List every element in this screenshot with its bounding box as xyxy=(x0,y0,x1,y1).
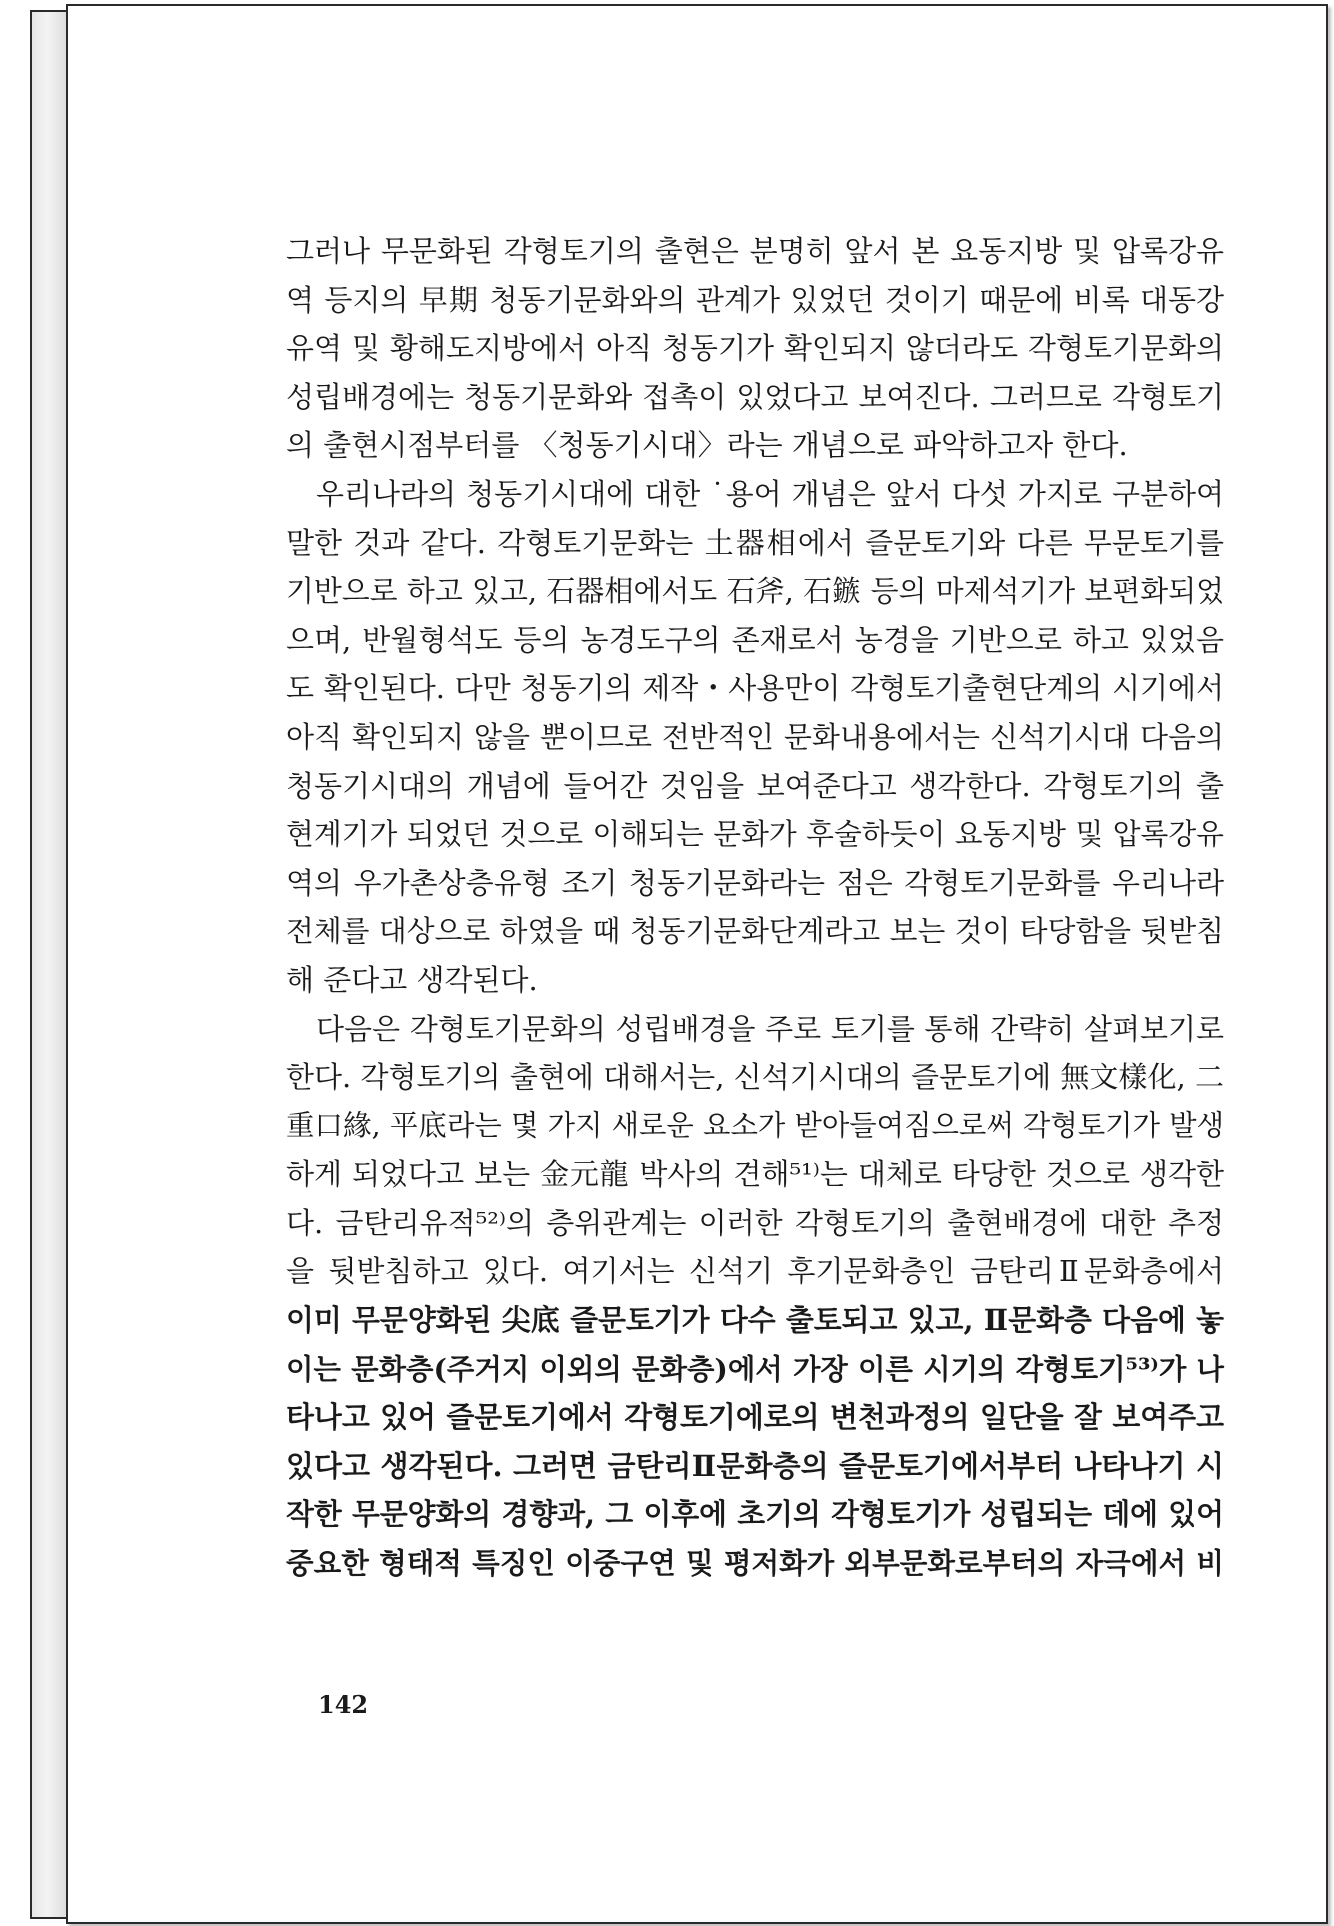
text-line: 의 출현시점부터를 〈청동기시대〉라는 개념으로 파악하고자 한다. xyxy=(286,428,1128,463)
text-line: 다음은 각형토기문화의 성립배경을 주로 토기를 통해 간략히 살펴보기로 xyxy=(316,1011,1224,1046)
text-line: 타나고 있어 즐문토기에서 각형토기에로의 변천과정의 일단을 잘 보여주고 xyxy=(286,1400,1224,1435)
text-line: 우리나라의 청동기시대에 대한 ˙용어 개념은 앞서 다섯 가지로 구분하여 xyxy=(316,476,1224,511)
text-line: 그러나 무문화된 각형토기의 출현은 분명히 앞서 본 요동지방 및 압록강유 xyxy=(286,234,1224,268)
text-line: 이미 무문양화된 尖底 즐문토기가 다수 출토되고 있고, Ⅱ문화층 다음에 놓 xyxy=(286,1303,1224,1338)
text-line: 유역 및 황해도지방에서 아직 청동기가 확인되지 않더라도 각형토기문화의 xyxy=(286,331,1224,366)
text-line: 성립배경에는 청동기문화와 접촉이 있었다고 보여진다. 그러므로 각형토기 xyxy=(286,379,1224,414)
text-line: 한다. 각형토기의 출현에 대해서는, 신석기시대의 즐문토기에 無文樣化, 二 xyxy=(286,1060,1224,1095)
text-line: 重口緣, 平底라는 몇 가지 새로운 요소가 받아들여짐으로써 각형토기가 발생 xyxy=(286,1108,1224,1142)
page-number: 142 xyxy=(318,1690,369,1719)
book-spine xyxy=(30,10,70,1919)
text-line: 해 준다고 생각된다. xyxy=(286,962,538,997)
text-line: 도 확인된다. 다만 청동기의 제작・사용만이 각형토기출현단계의 시기에서 xyxy=(286,671,1224,706)
text-line: 아직 확인되지 않을 뿐이므로 전반적인 문화내용에서는 신석기시대 다음의 xyxy=(286,719,1224,754)
text-line: 다. 금탄리유적⁵²⁾의 층위관계는 이러한 각형토기의 출현배경에 대한 추정 xyxy=(286,1205,1224,1240)
text-line: 작한 무문양화의 경향과, 그 이후에 초기의 각형토기가 성립되는 데에 있어 xyxy=(286,1497,1224,1532)
text-line: 하게 되었다고 보는 金元龍 박사의 견해⁵¹⁾는 대체로 타당한 것으로 생각한 xyxy=(286,1157,1224,1192)
text-line: 기반으로 하고 있고, 石器相에서도 石斧, 石鏃 등의 마제석기가 보편화되었 xyxy=(286,574,1224,609)
text-line: 역 등지의 早期 청동기문화와의 관계가 있었던 것이기 때문에 비록 대동강 xyxy=(286,282,1224,317)
text-line: 말한 것과 같다. 각형토기문화는 土器相에서 즐문토기와 다른 무문토기를 xyxy=(286,525,1224,560)
text-line: 을 뒷받침하고 있다. 여기서는 신석기 후기문화층인 금탄리Ⅱ문화층에서 xyxy=(286,1254,1224,1289)
text-line: 청동기시대의 개념에 들어간 것임을 보여준다고 생각한다. 각형토기의 출 xyxy=(286,768,1224,803)
text-line: 전체를 대상으로 하였을 때 청동기문화단계라고 보는 것이 타당함을 뒷받침 xyxy=(286,914,1224,949)
text-line: 있다고 생각된다. 그러면 금탄리Ⅱ문화층의 즐문토기에서부터 나타나기 시 xyxy=(286,1448,1224,1483)
text-line: 중요한 형태적 특징인 이중구연 및 평저화가 외부문화로부터의 자극에서 비 xyxy=(286,1546,1224,1581)
text-line: 현계기가 되었던 것으로 이해되는 문화가 후술하듯이 요동지방 및 압록강유 xyxy=(286,817,1224,852)
body-text xyxy=(286,227,1224,1588)
text-line: 으며, 반월형석도 등의 농경도구의 존재로서 농경을 기반으로 하고 있었음 xyxy=(286,622,1224,657)
text-line: 역의 우가촌상층유형 조기 청동기문화라는 점은 각형토기문화를 우리나라 xyxy=(286,865,1224,900)
text-line: 이는 문화층(주거지 이외의 문화층)에서 가장 이른 시기의 각형토기⁵³⁾가 나 xyxy=(286,1351,1224,1386)
